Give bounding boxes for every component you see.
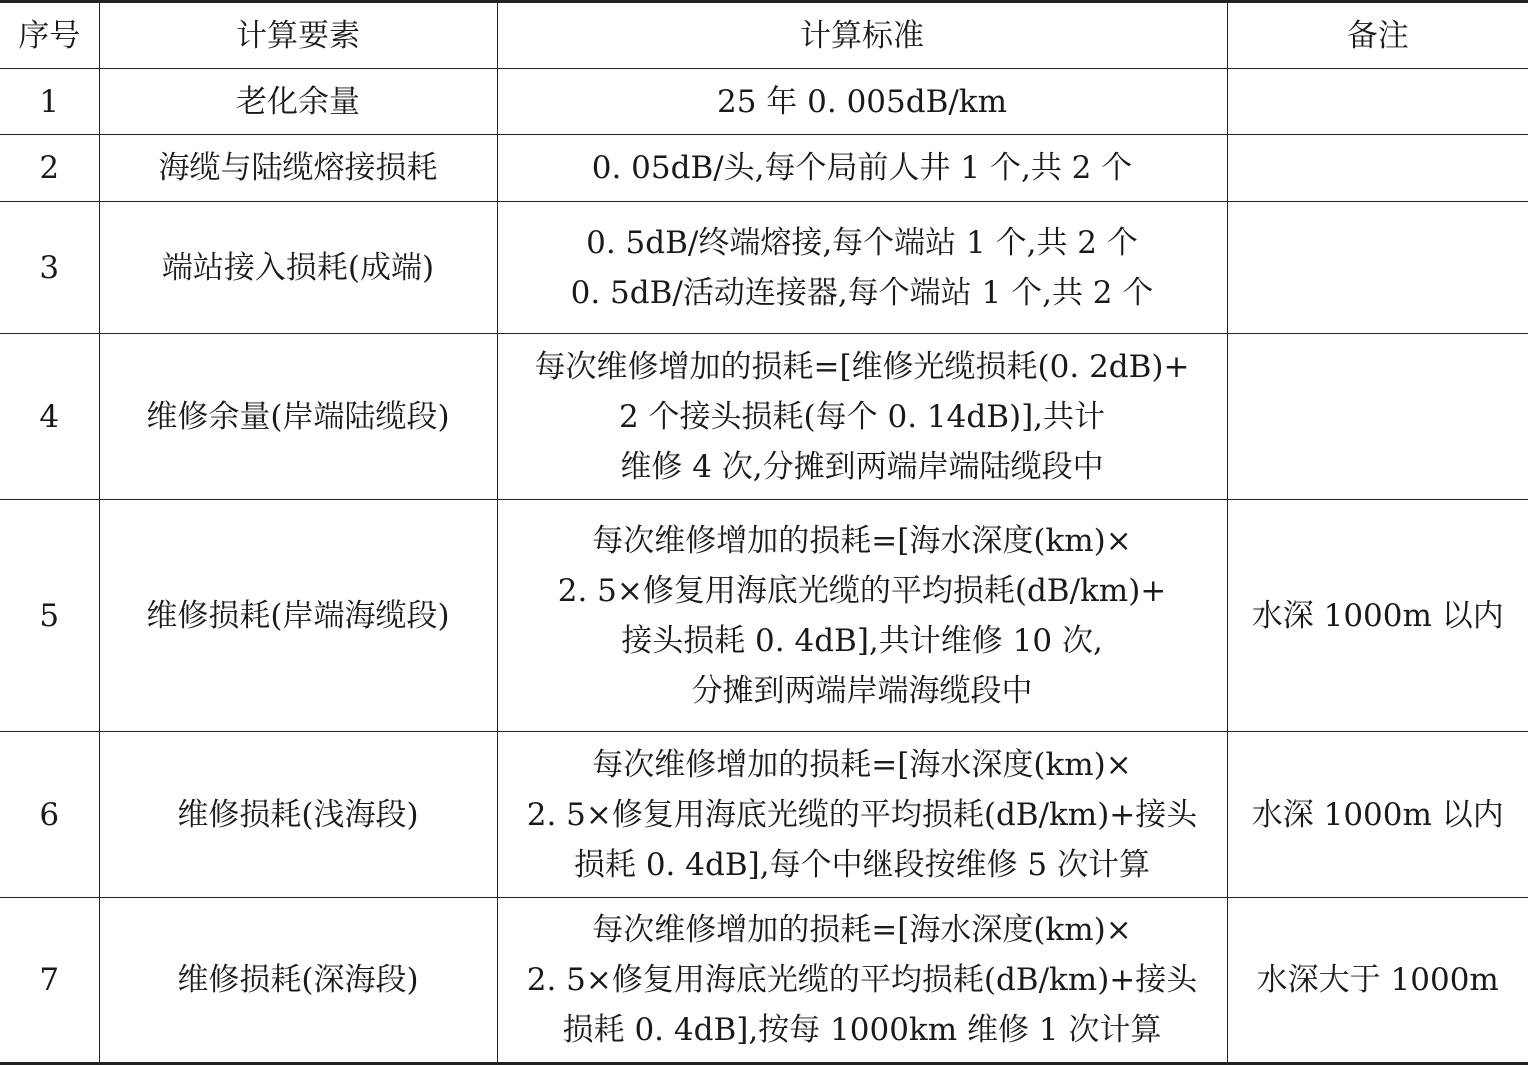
table-row xyxy=(0,500,1528,732)
row-no: 7 xyxy=(0,898,99,1064)
table-row xyxy=(0,898,1528,1064)
row-element: 维修损耗(岸端海缆段) xyxy=(99,500,497,732)
table-row xyxy=(0,334,1528,500)
row-standard xyxy=(497,135,1227,202)
row-element: 端站接入损耗(成端) xyxy=(99,202,497,334)
row-standard xyxy=(497,334,1227,500)
table-row xyxy=(0,69,1528,135)
header-standard: 计算标准 xyxy=(497,2,1227,69)
standard-line: 维修 4 次,分摊到两端岸端陆缆段中 xyxy=(620,448,1104,485)
row-element: 海缆与陆缆熔接损耗 xyxy=(99,135,497,202)
standard-line: 每次维修增加的损耗=[海水深度(km)× xyxy=(592,522,1132,559)
standard-line: 0. 5dB/活动连接器,每个端站 1 个,共 2 个 xyxy=(570,274,1154,311)
row-element: 维修余量(岸端陆缆段) xyxy=(99,334,497,500)
row-no: 1 xyxy=(0,69,99,135)
standard-line: 损耗 0. 4dB],每个中继段按维修 5 次计算 xyxy=(573,846,1150,883)
row-element: 维修损耗(深海段) xyxy=(99,898,497,1064)
row-note xyxy=(1227,135,1528,202)
row-note xyxy=(1227,202,1528,334)
row-note: 水深大于 1000m xyxy=(1227,898,1528,1064)
row-no: 5 xyxy=(0,500,99,732)
row-standard xyxy=(497,69,1227,135)
row-no: 6 xyxy=(0,732,99,898)
row-note xyxy=(1227,334,1528,500)
row-no: 2 xyxy=(0,135,99,202)
row-note xyxy=(1227,69,1528,135)
standard-line: 2. 5×修复用海底光缆的平均损耗(dB/km)+ xyxy=(557,572,1167,609)
row-note: 水深 1000m 以内 xyxy=(1227,500,1528,732)
standard-line: 每次维修增加的损耗=[海水深度(km)× xyxy=(592,746,1132,783)
standard-line: 0. 5dB/终端熔接,每个端站 1 个,共 2 个 xyxy=(586,224,1138,261)
row-no: 4 xyxy=(0,334,99,500)
row-standard xyxy=(497,898,1227,1064)
row-element: 维修损耗(浅海段) xyxy=(99,732,497,898)
standard-line: 0. 05dB/头,每个局前人井 1 个,共 2 个 xyxy=(591,150,1133,186)
header-note: 备注 xyxy=(1227,2,1528,69)
row-standard xyxy=(497,732,1227,898)
table-row xyxy=(0,135,1528,202)
standard-line: 2. 5×修复用海底光缆的平均损耗(dB/km)+接头 xyxy=(526,796,1198,833)
standard-line: 每次维修增加的损耗=[海水深度(km)× xyxy=(592,912,1132,948)
standard-line: 损耗 0. 4dB],按每 1000km 维修 1 次计算 xyxy=(562,1012,1162,1048)
table-row xyxy=(0,202,1528,334)
header-row xyxy=(0,2,1528,69)
table-row xyxy=(0,732,1528,898)
standard-line: 2 个接头损耗(每个 0. 14dB)],共计 xyxy=(618,398,1106,435)
header-no: 序号 xyxy=(0,2,99,69)
row-element: 老化余量 xyxy=(99,69,497,135)
standard-line: 接头损耗 0. 4dB],共计维修 10 次, xyxy=(621,622,1103,659)
row-note: 水深 1000m 以内 xyxy=(1227,732,1528,898)
standard-line: 分摊到两端岸端海缆段中 xyxy=(691,672,1033,709)
standard-line: 25 年 0. 005dB/km xyxy=(716,83,1007,120)
row-standard xyxy=(497,500,1227,732)
header-element: 计算要素 xyxy=(99,2,497,69)
row-no: 3 xyxy=(0,202,99,334)
row-standard xyxy=(497,202,1227,334)
standard-line: 每次维修增加的损耗=[维修光缆损耗(0. 2dB)+ xyxy=(534,348,1190,385)
standard-line: 2. 5×修复用海底光缆的平均损耗(dB/km)+接头 xyxy=(526,962,1198,998)
